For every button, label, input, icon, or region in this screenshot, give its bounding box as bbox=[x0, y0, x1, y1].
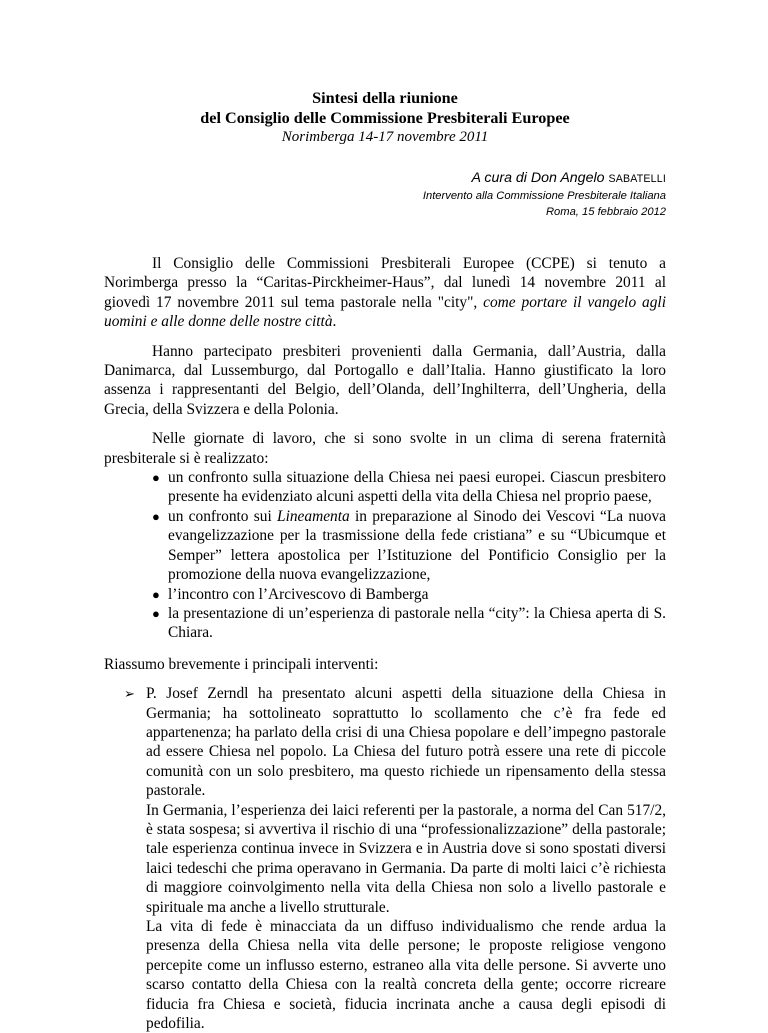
intro-paragraph bbox=[104, 254, 666, 332]
intro-theme: come portare il vangelo agli uomini e alle donne delle nostre città bbox=[104, 293, 666, 331]
bullet-icon: ● bbox=[152, 508, 160, 524]
intro-end: . bbox=[332, 313, 337, 331]
list-item-text: un confronto sulla situazione della Chiesa nei paesi europei. Ciascun presbitero presente ha evidenziato alcuni aspetti della vita della Chiesa nel proprio paese, bbox=[168, 469, 666, 506]
document-subtitle: Norimberga 14-17 novembre 2011 bbox=[281, 129, 489, 145]
participants-paragraph: Hanno partecipato presbiteri provenienti dalla Germania, dall’Austria, dalla Danimarca, dal Lussemburgo, dal Portogallo e dall’Italia. Hanno giustificato la loro assenza i rappresentanti del Belgio, dell’Olanda, dell’Inghilterra, dell’Ungheria, della Grecia, della Svizzera e della Polonia. bbox=[104, 342, 666, 418]
intro-text: Il Consiglio delle Commissioni Presbiterali Europee (CCPE) si tenuto a Norimberga presso la “Caritas-Pirckheimer-Haus”, dal lunedì 14 novembre 2011 al giovedì 17 novembre 2011 sul tema pastorale nella "city", bbox=[104, 255, 666, 311]
curator-name bbox=[104, 169, 666, 188]
document-title-line-2: del Consiglio delle Commissione Presbiterali Europee bbox=[200, 109, 570, 127]
intervention-paragraph-2: In Germania, l’esperienza dei laici referenti per la pastorale, a norma del Can 517/2, è stata sospesa; si avvertiva il rischio di una “professionalizzazione” della pastorale; tale esperienza continua invece in Svizzera e in Austria dove si sono spostati diversi laici tedeschi che prima operavano in Germania. Da parte di molti laici c’è richiesta di maggiore coinvolgimento nella vita della Chiesa non solo a livello pastorale e spirituale ma anche a livello strutturale. bbox=[146, 801, 666, 916]
list-item-text-end: in preparazione al Sinodo dei Vescovi “La nuova evangelizzazione per la trasmissione della fede cristiana” e su “Ubicumque et Semper” lettera apostolica per l’Istituzione del Pontificio Consiglio per la promozione della nuova evangelizzazione, bbox=[168, 507, 666, 584]
document-title-line-1: Sintesi della riunione bbox=[312, 89, 458, 107]
curator-block bbox=[104, 169, 666, 220]
bullet-icon: ● bbox=[152, 605, 160, 621]
title-block bbox=[104, 88, 666, 147]
list-item-text: l’incontro con l’Arcivescovo di Bamberga bbox=[168, 585, 429, 603]
summary-intro: Riassumo brevemente i principali interventi: bbox=[104, 655, 379, 673]
curator-occasion: Intervento alla Commissione Presbiterale Italiana bbox=[422, 190, 666, 202]
list-item bbox=[152, 585, 666, 604]
bullet-icon: ● bbox=[152, 470, 160, 486]
intervention-paragraph-3: La vita di fede è minacciata da un diffuso individualismo che rende ardua la presenza della Chiesa nella vita delle persone; le proposte religiose vengono percepite come un influsso esterno, estraneo alla vita delle persone. Si avverte uno scarso contatto della Chiesa con la realtà concreta della gente; occorre ricreare fiducia fra Chiesa e società, fiducia incrinata anche a causa degli episodi di pedofilia. bbox=[146, 918, 666, 1033]
list-item-text: la presentazione di un’esperienza di pastorale nella “city”: la Chiesa aperta di S. Chiara. bbox=[168, 604, 666, 642]
intervention-paragraph-1: P. Josef Zerndl ha presentato alcuni aspetti della situazione della Chiesa in Germania; ha sottolineato soprattutto lo scollamento che c’è fra fede ed appartenenza; ha parlato della crisi di una Chiesa popolare e dell’impegno pastorale ad essere Chiesa nel popolo. La Chiesa del futuro potrà essere una rete di piccole comunità con un solo presbitero, ma questo richiede un ripensamento della stessa pastorale. bbox=[146, 685, 666, 800]
bullet-icon: ● bbox=[152, 586, 160, 602]
list-item bbox=[152, 507, 666, 585]
arrow-bullet-icon: ➢ bbox=[124, 686, 135, 702]
list-item bbox=[152, 468, 666, 507]
curator-prefix: A cura di Don Angelo bbox=[471, 170, 609, 186]
list-item bbox=[152, 604, 666, 643]
list-item-text: un confronto sui bbox=[168, 507, 278, 525]
intervention-item bbox=[124, 684, 666, 1033]
curator-place-date: Roma, 15 febbraio 2012 bbox=[545, 206, 666, 218]
document-page bbox=[104, 0, 666, 1033]
list-item-italic: Lineamenta bbox=[277, 507, 350, 525]
curator-surname: SABATELLI bbox=[608, 173, 666, 185]
work-paragraph: Nelle giornate di lavoro, che si sono svolte in un clima di serena fraternità presbiterale si è realizzato: bbox=[104, 430, 666, 467]
interventions-list bbox=[104, 684, 666, 1033]
activities-list bbox=[104, 468, 666, 643]
